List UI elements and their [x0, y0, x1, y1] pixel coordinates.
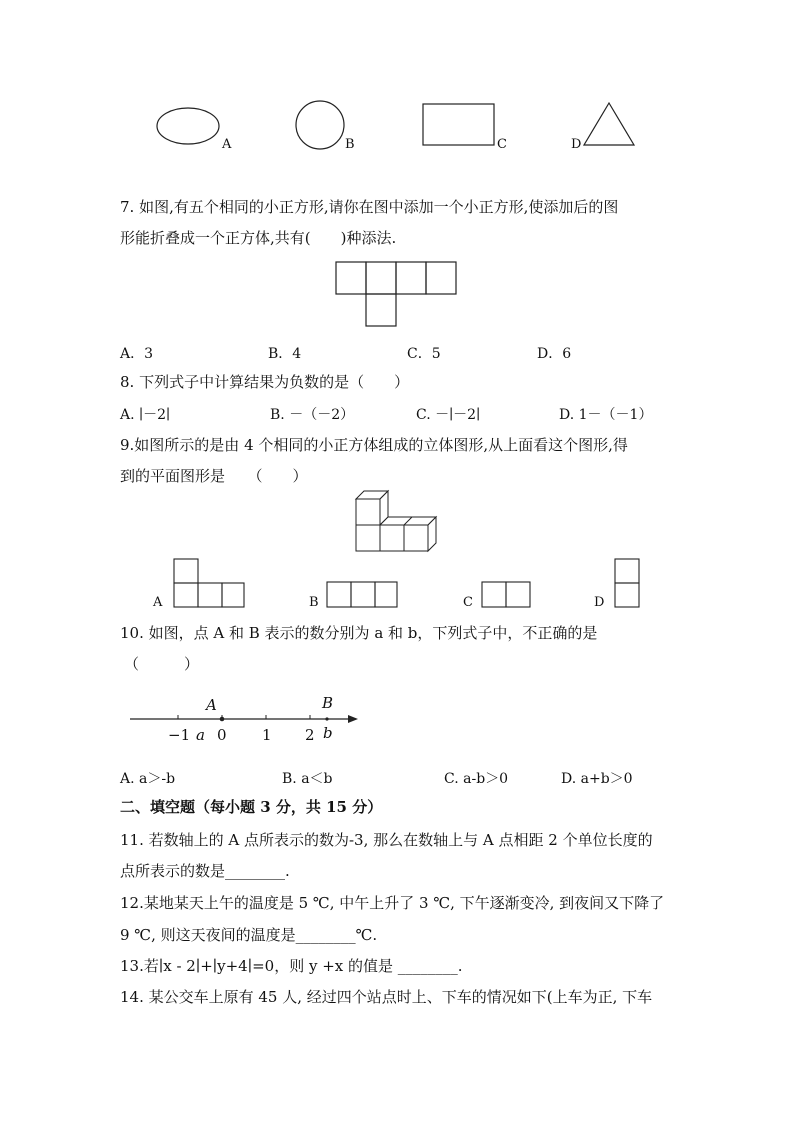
point-b-label: B	[322, 694, 334, 712]
q9-option-b-figure	[326, 581, 400, 609]
q14-line1: 14. 某公交车上原有 45 人, 经过四个站点时上、下车的情况如下(上车为正, 下车	[120, 988, 653, 1006]
q9-label-b: B	[309, 595, 319, 610]
q7-option-c: C．5	[407, 346, 441, 362]
q10-option-d: D. a+b＞0	[561, 771, 633, 787]
q11-line1: 11. 若数轴上的 A 点所表示的数为-3, 那么在数轴上与 A 点相距 2 个单位长度的	[120, 831, 653, 849]
q7-stem-line1: 7. 如图,有五个相同的小正方形,请你在图中添加一个小正方形,使添加后的图	[120, 198, 619, 216]
q8-option-b: B. －（－2）	[270, 407, 355, 423]
q9-option-a-figure	[173, 558, 247, 610]
value-label-a: a	[196, 726, 205, 744]
q7-stem-line2: 形能折叠成一个正方体,共有( )种添法.	[120, 229, 397, 247]
tick-label-0: 0	[217, 726, 227, 744]
ellipse-icon	[155, 106, 225, 148]
cube-net-figure	[335, 261, 459, 328]
q6-label-d: D	[571, 137, 582, 152]
q7-option-a: A．3	[120, 346, 154, 362]
tick-label-neg1: −1	[168, 726, 191, 744]
section-heading: 二、填空题（每小题 3 分，共 15 分）	[120, 798, 383, 816]
value-label-b: b	[323, 724, 333, 742]
q9-option-d-figure	[614, 558, 642, 610]
q6-label-c: C	[497, 137, 507, 152]
rectangle-icon	[422, 103, 496, 147]
cube-stack-figure	[352, 490, 442, 554]
point-a-label: A	[206, 696, 217, 714]
q11-line2: 点所表示的数是________.	[120, 862, 290, 880]
q9-label-a: A	[153, 595, 163, 610]
q7-option-b: B．4	[268, 346, 302, 362]
q9-label-c: C	[463, 595, 473, 610]
q7-option-d: D．6	[537, 346, 572, 362]
q8-option-a: A. ∣－2∣	[120, 407, 171, 423]
q9-stem-line1: 9.如图所示的是由 4 个相同的小正方体组成的立体图形,从上面看这个图形,得	[120, 436, 628, 454]
q12-line2: 9 ℃, 则这天夜间的温度是________℃.	[120, 926, 378, 944]
q10-option-a: A. a＞-b	[120, 771, 176, 787]
triangle-icon	[583, 102, 637, 148]
q10-option-c: C. a-b＞0	[444, 771, 509, 787]
q10-option-b: B. a＜b	[282, 771, 333, 787]
q6-label-a: A	[222, 137, 232, 152]
q9-option-c-figure	[481, 581, 533, 609]
tick-label-2: 2	[305, 726, 315, 744]
q9-stem-line2: 到的平面图形是 （ ）	[120, 467, 308, 485]
circle-icon	[294, 100, 350, 152]
q9-label-d: D	[594, 595, 605, 610]
q12-line1: 12.某地某天上午的温度是 5 ℃, 中午上升了 3 ℃, 下午逐渐变冷, 到夜间又下降了	[120, 894, 665, 912]
q8-stem: 8. 下列式子中计算结果为负数的是（ ）	[120, 373, 410, 391]
tick-label-1: 1	[262, 726, 272, 744]
q8-option-d: D. 1－（－1）	[559, 407, 653, 423]
q10-paren: （ ）	[124, 655, 200, 673]
q13-line1: 13.若∣x - 2∣+∣y+4∣=0，则 y +x 的值是 ________.	[120, 957, 463, 975]
q8-option-c: C. －∣－2∣	[416, 407, 481, 423]
q10-stem: 10. 如图，点 A 和 B 表示的数分别为 a 和 b，下列式子中，不正确的是	[120, 624, 598, 642]
q6-label-b: B	[345, 137, 355, 152]
number-line	[130, 695, 370, 745]
